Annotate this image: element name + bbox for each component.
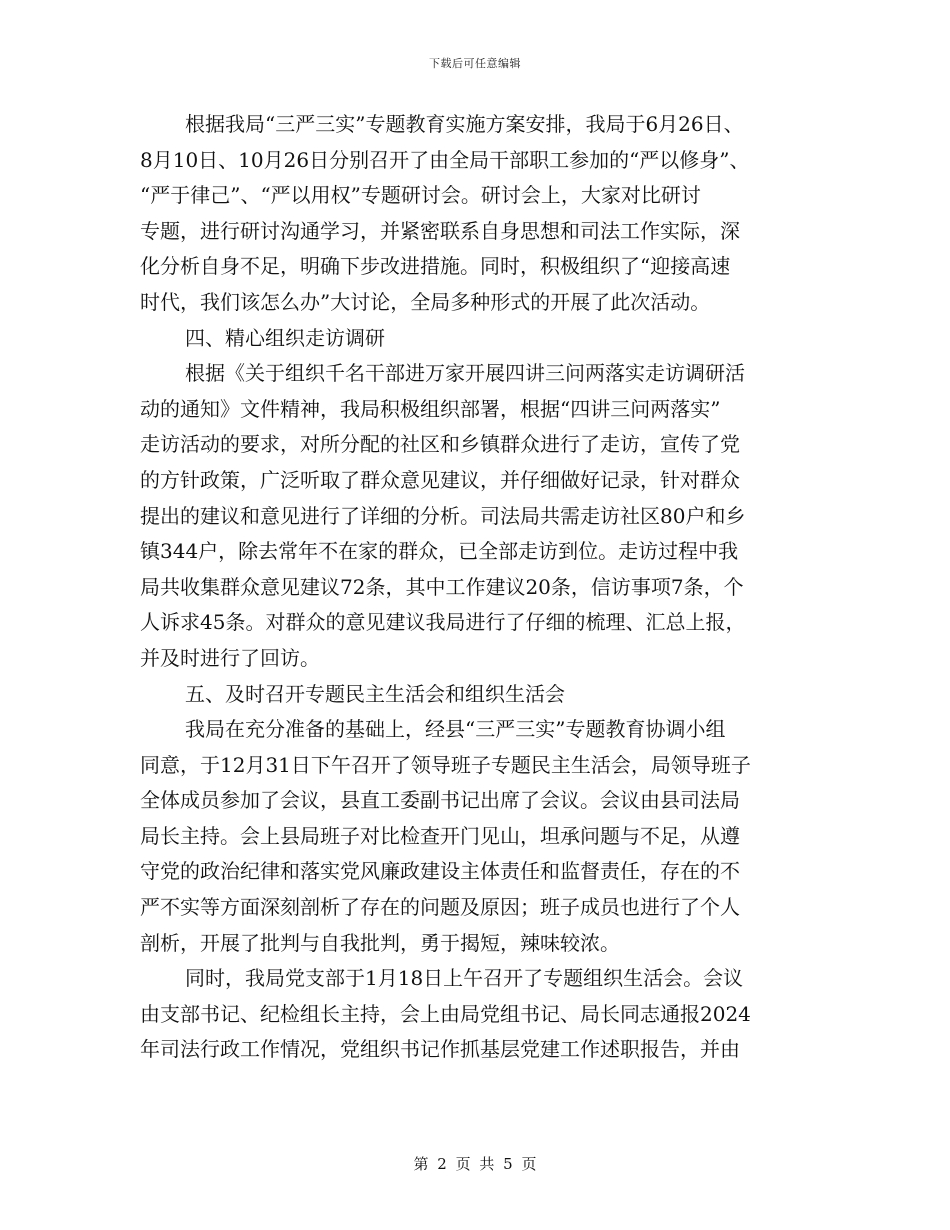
section-heading: 五、及时召开专题民主生活会和组织生活会: [185, 681, 565, 706]
paragraph-line: 守党的政治纪律和落实党风廉政建设主体责任和监督责任，存在的不: [140, 859, 740, 884]
document-body: [140, 107, 830, 1068]
paragraph-line: 根据《关于组织千名干部进万家开展四讲三问两落实走访调研活: [185, 361, 745, 386]
paragraph-line: 镇344户，除去常年不在家的群众，已全部走访到位。走访过程中我: [140, 539, 739, 564]
paragraph-line: 局长主持。会上县局班子对比检查开门见山，坦承问题与不足，从遵: [140, 823, 740, 848]
paragraph-line: 同时，我局党支部于1月18日上午召开了专题组织生活会。会议: [185, 966, 744, 991]
paragraph-line: 动的通知》文件精神，我局积极组织部署，根据“四讲三问两落实”: [140, 396, 721, 421]
paragraph-line: 我局在充分准备的基础上，经县“三严三实”专题教育协调小组: [185, 717, 726, 742]
paragraph-line: 人诉求45条。对群众的意见建议我局进行了仔细的梳理、汇总上报，: [140, 610, 746, 635]
paragraph-line: 由支部书记、纪检组长主持，会上由局党组书记、局长同志通报2024: [140, 1001, 751, 1026]
paragraph-line: 走访活动的要求，对所分配的社区和乡镇群众进行了走访，宣传了党: [140, 432, 740, 457]
paragraph-line: 剖析，开展了批判与自我批判，勇于揭短，辣味较浓。: [140, 930, 620, 955]
page-header: 下载后可任意编辑: [429, 57, 521, 70]
paragraph-line: 全体成员参加了会议，县直工委副书记出席了会议。会议由县司法局: [140, 788, 740, 813]
page-footer: 第 2 页 共 5 页: [413, 1155, 537, 1173]
paragraph-line: 根据我局“三严三实”专题教育实施方案安排，我局于6月26日、: [185, 112, 744, 136]
paragraph-line: 严不实等方面深刻剖析了存在的问题及原因；班子成员也进行了个人: [140, 895, 740, 920]
paragraph-line: 同意，于12月31日下午召开了领导班子专题民主生活会，局领导班子: [140, 752, 751, 777]
paragraph-line: 化分析自身不足，明确下步改进措施。同时，积极组织了“迎接高速: [140, 254, 731, 279]
paragraph-line: 局共收集群众意见建议72条，其中工作建议20条，信访事项7条，个: [140, 574, 744, 599]
paragraph-line: “严于律己”、“严以用权”专题研讨会。研讨会上，大家对比研讨: [140, 183, 701, 208]
section-heading: 四、精心组织走访调研: [185, 325, 385, 350]
paragraph-line: 8月10日、10月26日分别召开了由全局干部职工参加的“严以修身”、: [140, 147, 750, 172]
paragraph-line: 并及时进行了回访。: [140, 645, 320, 670]
paragraph-line: 年司法行政工作情况，党组织书记作抓基层党建工作述职报告，并由: [140, 1037, 740, 1062]
paragraph-line: 专题，进行研讨沟通学习，并紧密联系自身思想和司法工作实际，深: [140, 218, 740, 243]
paragraph-line: 提出的建议和意见进行了详细的分析。司法局共需走访社区80户和乡: [140, 503, 746, 528]
paragraph-line: 的方针政策，广泛听取了群众意见建议，并仔细做好记录，针对群众: [140, 467, 740, 492]
paragraph-line: 时代，我们该怎么办”大讨论，全局多种形式的开展了此次活动。: [140, 289, 711, 314]
